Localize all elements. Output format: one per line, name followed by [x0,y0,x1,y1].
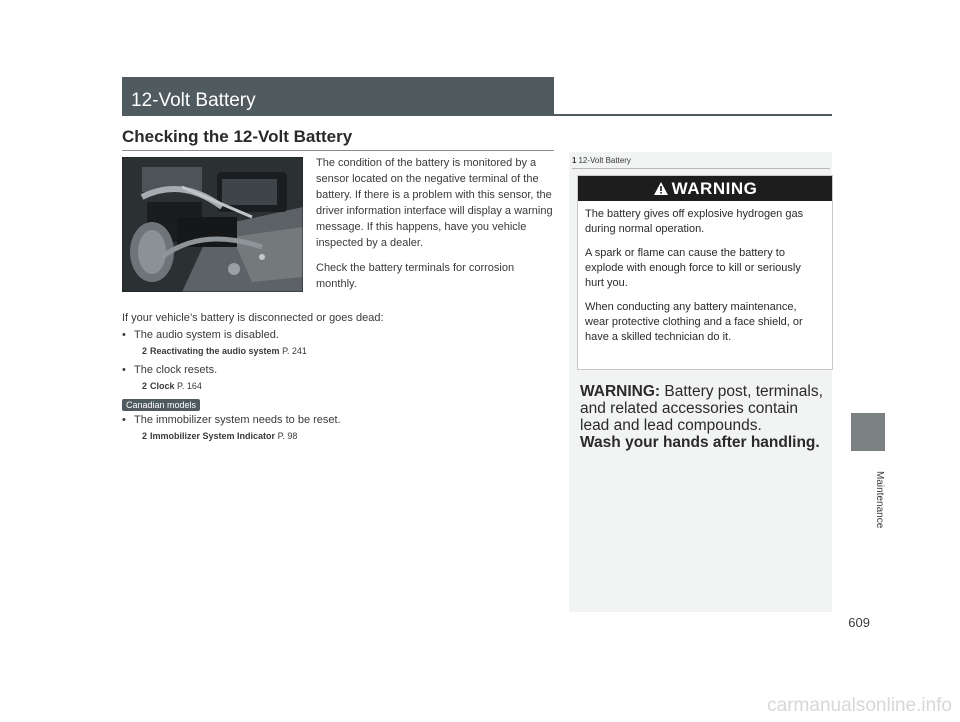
intro-paragraph: Check the battery terminals for corrosion monthly. [316,262,515,290]
disconnect-lead: If your vehicle’s battery is disconnected or goes dead: [122,312,384,324]
lead-warning-notice [580,383,830,451]
cross-reference-icon: 2 [142,381,148,391]
heading-divider [122,150,554,151]
list-item [122,363,552,378]
bullet-icon: • [122,414,126,426]
warning-paragraph: The battery gives off explosive hydrogen gas during normal operation. [585,208,804,235]
disconnect-section [122,311,552,448]
battery-photo [122,157,303,292]
list-item [122,413,552,428]
cross-reference-page: P. 164 [177,381,202,391]
cross-reference-link[interactable] [142,380,552,392]
region-tag: Canadian models [122,399,200,411]
intro-paragraph: The condition of the battery is monitored by a sensor located on the negative terminal of the battery. If there is a problem with this sensor, the driver information interface will display a warning message. If this happens, have you vehicle inspected by a dealer. [316,157,553,249]
chapter-label: Maintenance [874,471,885,529]
warning-paragraph: When conducting any battery maintenance, wear protective clothing and a face shield, or have a skilled technician do it. [585,301,803,343]
sidebar-title-text: 12-Volt Battery [578,156,631,165]
watermark: carmanualsonline.info [767,695,952,716]
bullet-icon: • [122,364,126,376]
intro-text [316,155,556,301]
cross-reference-link[interactable] [142,430,552,442]
cross-reference-icon: 2 [142,431,148,441]
cross-reference-link[interactable] [142,345,552,357]
sidebar-number: 1 [572,156,577,165]
list-item-text: The clock resets. [134,364,218,376]
lead-warning-text: Battery post, terminals, and related accessories contain lead and lead compounds. [580,383,823,434]
chapter-tab[interactable] [851,413,885,451]
cross-reference-title: Clock [150,381,175,391]
cross-reference-icon: 2 [142,346,148,356]
page-title: Checking the 12-Volt Battery [122,127,353,146]
warning-triangle-icon [653,181,669,196]
list-item-text: The immobilizer system needs to be reset. [134,414,341,426]
list-item [122,328,552,343]
bullet-icon: • [122,329,126,341]
page-number: 609 [848,615,870,630]
section-title-bar [122,77,554,116]
warning-paragraph: A spark or flame can cause the battery to explode with enough force to kill or seriously hurt you. [585,247,801,289]
cross-reference-title: Immobilizer System Indicator [150,431,276,441]
warning-body [578,201,832,345]
section-rule [554,114,832,116]
cross-reference-page: P. 241 [282,346,307,356]
list-item-text: The audio system is disabled. [134,329,279,341]
warning-header [578,176,832,201]
cross-reference-title: Reactivating the audio system [150,346,280,356]
sidebar-divider [572,168,830,169]
cross-reference-page: P. 98 [277,431,298,441]
section-title: 12-Volt Battery [131,90,256,111]
lead-warning-label: WARNING: [580,383,661,400]
lead-warning-emphasis: Wash your hands after handling. [580,434,820,451]
warning-box [577,175,833,370]
sidebar-title [572,156,631,165]
warning-title: WARNING [671,179,758,198]
